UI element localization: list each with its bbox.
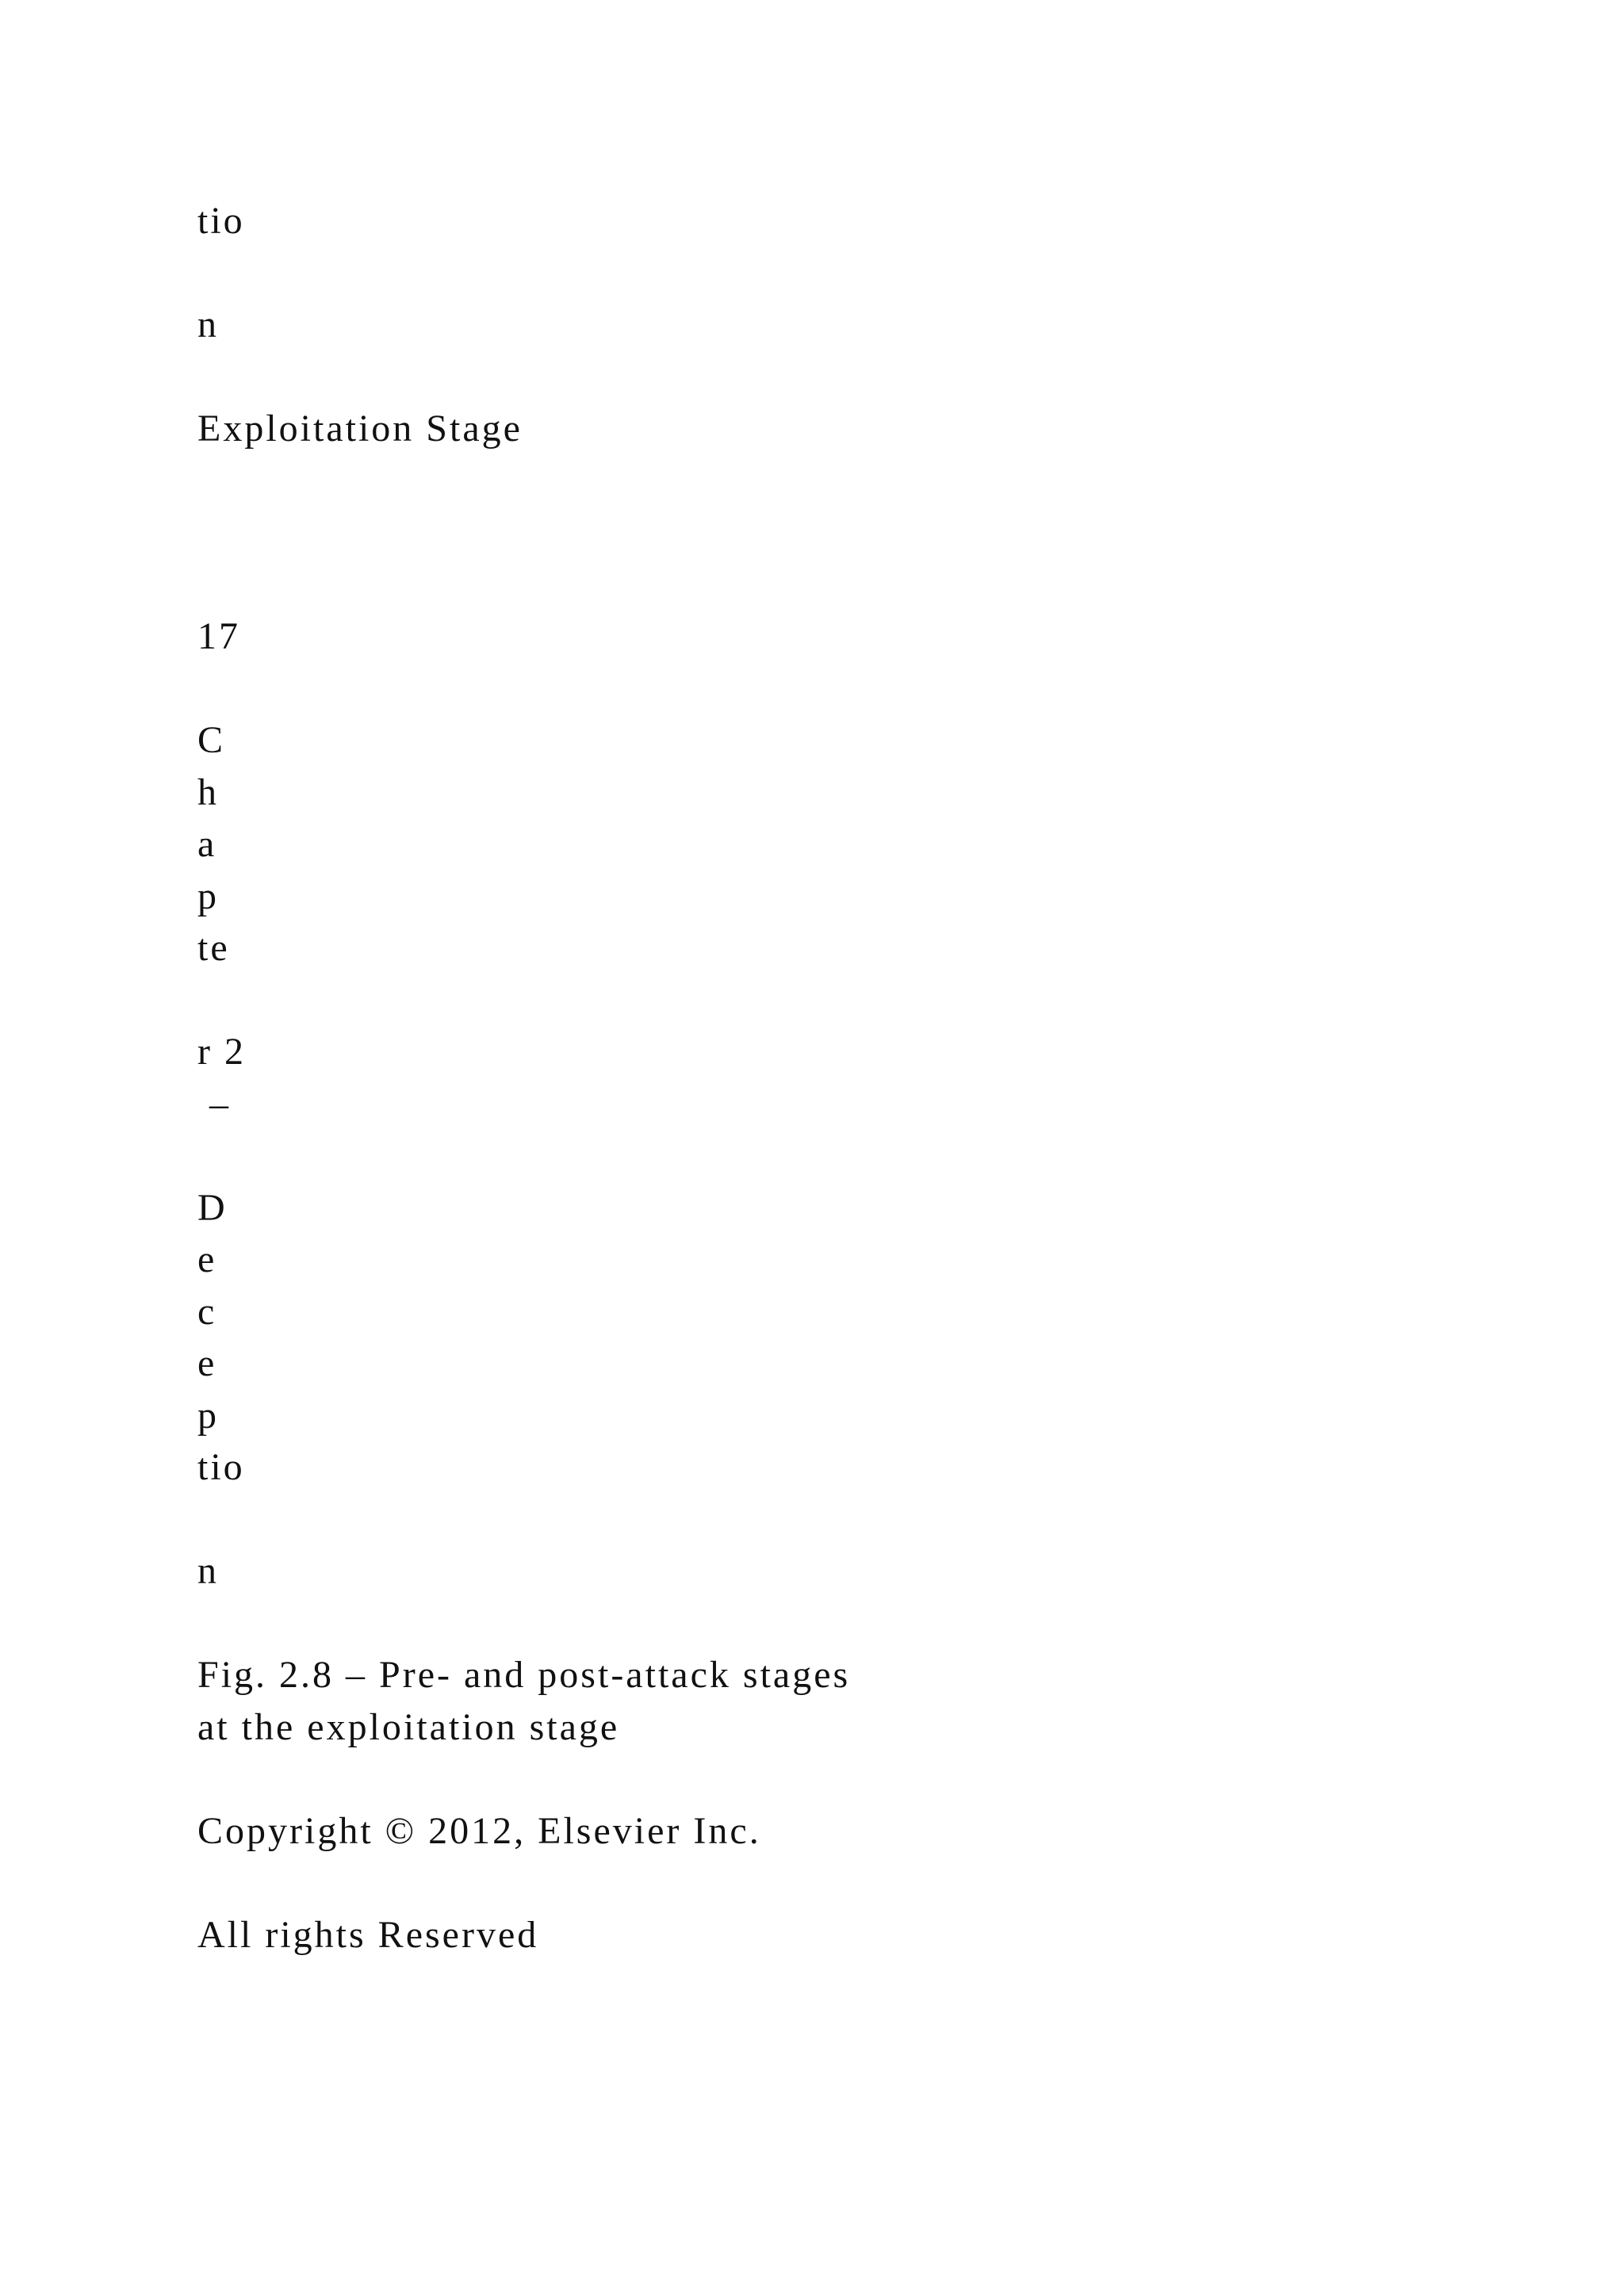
vertical-char: e xyxy=(197,1342,217,1384)
vertical-char: r 2 xyxy=(197,1031,246,1073)
vertical-char: p xyxy=(197,1395,219,1437)
vertical-char: h xyxy=(197,771,219,813)
figure-caption-line2: at the exploitation stage xyxy=(197,1706,620,1748)
vertical-char: c xyxy=(197,1291,217,1333)
vertical-char: e xyxy=(197,1238,217,1280)
vertical-char: tio xyxy=(197,1446,245,1488)
text-fragment: tio xyxy=(197,200,245,242)
vertical-char: – xyxy=(197,1083,231,1125)
vertical-char: te xyxy=(197,927,230,969)
vertical-char: D xyxy=(197,1187,228,1229)
page-number: 17 xyxy=(197,615,240,657)
vertical-char: C xyxy=(197,719,226,761)
section-heading: Exploitation Stage xyxy=(197,408,523,450)
copyright-notice: Copyright © 2012, Elsevier Inc. xyxy=(197,1810,761,1852)
text-fragment: n xyxy=(197,304,219,346)
vertical-char: n xyxy=(197,1550,219,1592)
rights-notice: All rights Reserved xyxy=(197,1914,539,1956)
figure-caption-line1: Fig. 2.8 – Pre- and post-attack stages xyxy=(197,1654,851,1696)
vertical-char: a xyxy=(197,823,217,865)
vertical-char: p xyxy=(197,875,219,917)
